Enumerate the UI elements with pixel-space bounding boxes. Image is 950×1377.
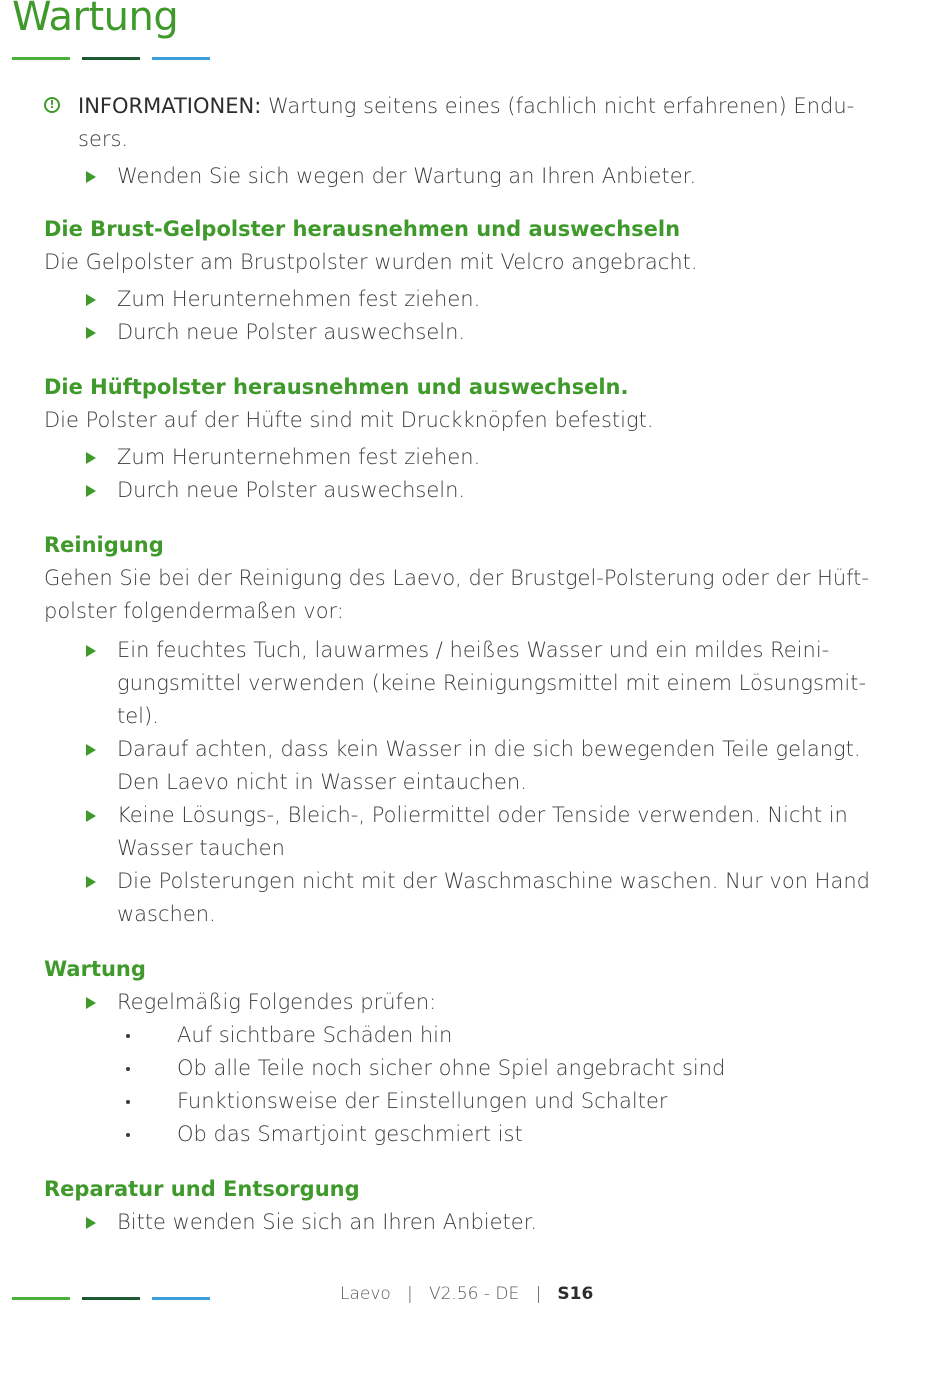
- list-item: Zum Herunternehmen fest ziehen.: [117, 441, 874, 474]
- triangle-bullet-icon: [86, 1217, 96, 1229]
- triangle-bullet-icon: [86, 452, 96, 464]
- bullet-list: [44, 283, 874, 349]
- main-content: [44, 90, 874, 1239]
- bullet-list: [44, 1206, 874, 1239]
- section-heading: Reparatur und Entsorgung: [44, 1177, 360, 1201]
- triangle-bullet-icon: [86, 645, 96, 657]
- header-rule-green: [12, 57, 70, 60]
- triangle-bullet-icon: [86, 171, 96, 183]
- bullet-list: [44, 634, 874, 931]
- bullet-list: [44, 441, 874, 507]
- list-item: Ein feuchtes Tuch, lauwarmes / heißes Wasser und ein mildes Reini-gungsmittel verwenden (keine Reinigungsmittel mit einem Lösungsmit-tel).: [117, 634, 874, 733]
- info-icon: !: [44, 97, 60, 113]
- section-heading: Reinigung: [44, 533, 164, 557]
- info-label: INFORMATIONEN:: [78, 94, 262, 118]
- dot-bullet-icon: [126, 1100, 130, 1104]
- section-text: Gehen Sie bei der Reinigung des Laevo, der Brustgel-Polsterung oder der Hüft-polster folgendermaßen vor:: [44, 566, 869, 623]
- section-heading: Die Brust-Gelpolster herausnehmen und auswechseln: [44, 217, 681, 241]
- sub-list-item: Funktionsweise der Einstellungen und Schalter: [177, 1085, 874, 1118]
- section-heading: Wartung: [44, 957, 146, 981]
- triangle-bullet-icon: [86, 876, 96, 888]
- footer-text: Laevo | V2.56 - DE | S16: [340, 1284, 594, 1304]
- footer-rule-green: [12, 1297, 70, 1300]
- dot-bullet-icon: [126, 1067, 130, 1071]
- dot-bullet-icon: [126, 1034, 130, 1038]
- bullet-list: [44, 986, 874, 1151]
- sub-list-item: Ob alle Teile noch sicher ohne Spiel angebracht sind: [177, 1052, 874, 1085]
- list-item: Zum Herunternehmen fest ziehen.: [117, 283, 874, 316]
- footer-page-number: S16: [557, 1284, 594, 1304]
- sub-bullet-list: [117, 1019, 874, 1151]
- sub-list-item: Auf sichtbare Schäden hin: [177, 1019, 874, 1052]
- triangle-bullet-icon: [86, 744, 96, 756]
- footer-rule-blue: [152, 1297, 210, 1300]
- triangle-bullet-icon: [86, 997, 96, 1009]
- triangle-bullet-icon: [86, 294, 96, 306]
- section-brust-gelpolster: [44, 213, 874, 349]
- triangle-bullet-icon: [86, 485, 96, 497]
- section-wartung: [44, 953, 874, 1151]
- info-text: Wartung seitens eines (fachlich nicht erfahrenen) Endu-sers.: [78, 94, 855, 151]
- list-item: Keine Lösungs-, Bleich-, Poliermittel oder Tenside verwenden. Nicht in Wasser tauchen: [117, 799, 874, 865]
- section-reinigung: [44, 529, 874, 931]
- footer-product: Laevo: [340, 1284, 391, 1304]
- section-heading: Die Hüftpolster herausnehmen und auswechseln.: [44, 375, 629, 399]
- page-footer: [0, 1282, 950, 1312]
- list-item: Durch neue Polster auswechseln.: [117, 316, 874, 349]
- info-bullet-list: [44, 160, 874, 193]
- list-item: Die Polsterungen nicht mit der Waschmaschine waschen. Nur von Hand waschen.: [117, 865, 874, 931]
- list-item: Darauf achten, dass kein Wasser in die sich bewegenden Teile gelangt. Den Laevo nicht in Wasser eintauchen.: [117, 733, 874, 799]
- list-item: Regelmäßig Folgendes prüfen: Auf sichtbare Schäden hin Ob alle Teile noch sicher ohne Spiel angebracht sind Funktionsweise der Einstellungen und Schalter Ob das Smartjoint geschmiert ist: [117, 986, 874, 1151]
- page-title: Wartung: [12, 0, 179, 40]
- section-text: Die Gelpolster am Brustpolster wurden mit Velcro angebracht.: [44, 250, 698, 274]
- section-text: Die Polster auf der Hüfte sind mit Druckknöpfen befestigt.: [44, 408, 654, 432]
- section-reparatur: [44, 1173, 874, 1239]
- info-notice: [44, 90, 874, 156]
- header-rule-blue: [152, 57, 210, 60]
- triangle-bullet-icon: [86, 810, 96, 822]
- triangle-bullet-icon: [86, 327, 96, 339]
- section-hueftpolster: [44, 371, 874, 507]
- dot-bullet-icon: [126, 1133, 130, 1137]
- footer-rule-dark-green: [82, 1297, 140, 1300]
- list-item: Wenden Sie sich wegen der Wartung an Ihren Anbieter.: [117, 160, 874, 193]
- list-item: Durch neue Polster auswechseln.: [117, 474, 874, 507]
- sub-list-item: Ob das Smartjoint geschmiert ist: [177, 1118, 874, 1151]
- footer-version: V2.56 - DE: [428, 1284, 520, 1304]
- list-item: Bitte wenden Sie sich an Ihren Anbieter.: [117, 1206, 874, 1239]
- header-rule-dark-green: [82, 57, 140, 60]
